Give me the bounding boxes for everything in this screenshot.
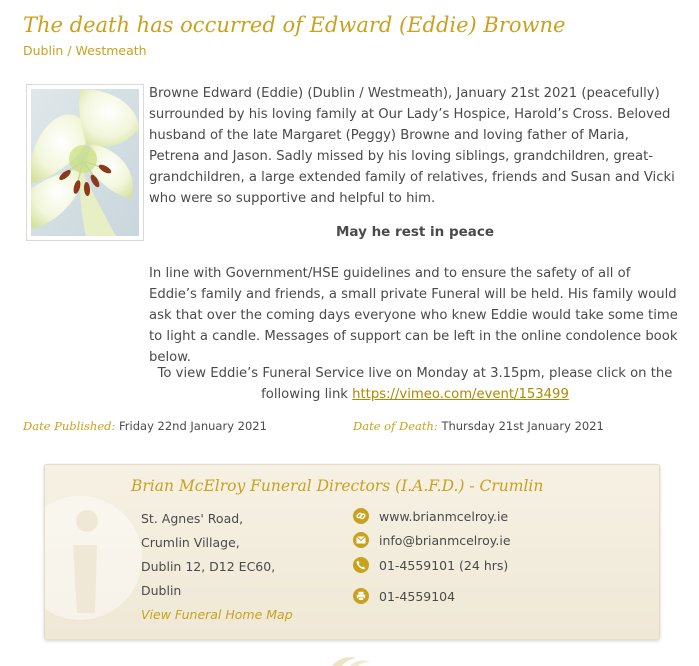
notice-title: The death has occurred of Edward (Eddie) Browne <box>23 13 566 37</box>
date-published-value: Friday 22nd January 2021 <box>119 419 267 433</box>
fax-row <box>353 588 455 604</box>
link-icon <box>353 508 369 524</box>
envelope-icon <box>353 532 369 548</box>
funeral-home-map-link[interactable]: View Funeral Home Map <box>141 607 293 622</box>
date-published <box>23 419 267 433</box>
info-icon <box>44 473 145 640</box>
lily-flower-image <box>31 89 139 236</box>
printer-icon <box>353 588 369 604</box>
website-text[interactable]: www.brianmcelroy.ie <box>379 508 509 524</box>
date-of-death-label: Date of Death: <box>353 419 438 433</box>
notice-photo <box>26 84 144 241</box>
fax-text: 01-4559104 <box>379 588 456 604</box>
funeral-home-address <box>141 507 293 627</box>
date-of-death-value: Thursday 21st January 2021 <box>441 419 604 433</box>
address-line: St. Agnes' Road, <box>141 511 244 526</box>
notice-bio: Browne Edward (Eddie) (Dublin / Westmeath), January 21st 2021 (peacefully) surrounded by his loving family at Our Lady’s Hospice, Harold’s Cross. Beloved husband of the late Margaret (Peggy) Browne and loving father of Maria, Petrena and Jason. Sadly missed by his loving siblings, grandchildren, great-grandchildren, a large extended family of relatives, friends and Susan and Vicki who were so supportive and helpful to him. <box>149 86 675 206</box>
address-line: Dublin <box>141 583 182 598</box>
funeral-guidelines: In line with Government/HSE guidelines and to ensure the safety of all of Eddie’s family and friends, a small private Funeral will be held. His family would ask that over the coming days everyone who knew Eddie would take some time to light a candle. Messages of support can be left in the online condolence book below. <box>149 266 678 365</box>
stream-link[interactable]: https://vimeo.com/event/153499 <box>352 387 569 402</box>
decorative-ornament-icon <box>328 656 372 666</box>
funeral-home-name: Brian McElroy Funeral Directors (I.A.F.D.) - Crumlin <box>131 477 544 495</box>
address-line: Dublin 12, D12 EC60, <box>141 559 276 574</box>
phone-icon <box>353 557 369 573</box>
stream-text: To view Eddie’s Funeral Service live on Monday at 3.15pm, please click on the following link <box>157 366 673 402</box>
phone-row[interactable] <box>353 557 508 573</box>
email-row[interactable] <box>353 532 511 548</box>
date-of-death <box>353 419 604 433</box>
notice-location: Dublin / Westmeath <box>23 43 147 58</box>
phone-text[interactable]: 01-4559101 (24 hrs) <box>379 557 509 573</box>
email-text[interactable]: info@brianmcelroy.ie <box>379 532 511 548</box>
rest-in-peace: May he rest in peace <box>335 224 495 240</box>
funeral-stream-info <box>149 363 681 405</box>
funeral-home-card <box>44 464 660 640</box>
website-row[interactable] <box>353 508 508 524</box>
address-line: Crumlin Village, <box>141 535 240 550</box>
date-published-label: Date Published: <box>23 419 116 433</box>
